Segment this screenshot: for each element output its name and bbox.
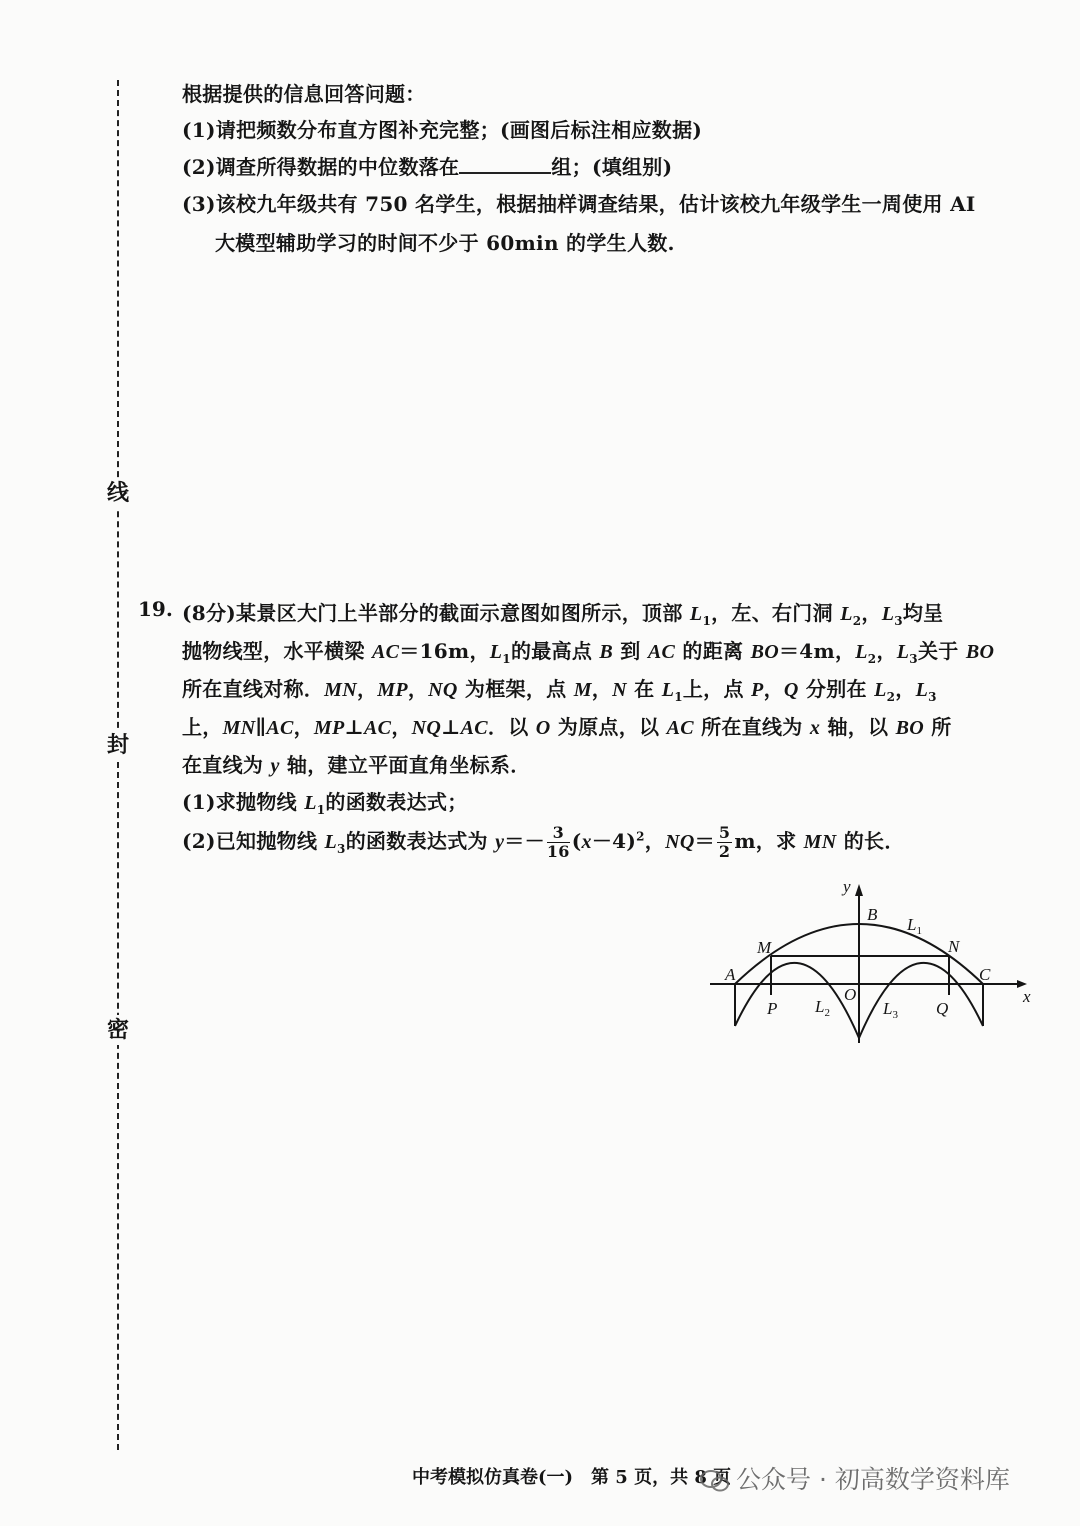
q19-sub2: (2)已知抛物线 $L_3$的函数表达式为 y＝－ $\frac{3}{16}$ $(x-4)^2$，NQ＝ $\frac{5}{2}$ m，求 MN 的长．: [182, 823, 905, 861]
label-L2: $L_2$: [815, 997, 830, 1019]
q19-sub1: (1)求抛物线 $L_1$的函数表达式；: [182, 790, 468, 817]
fraction-5-2: $\frac{5}{2}$: [718, 823, 731, 861]
label-A: A: [725, 965, 736, 984]
q18-intro: 根据提供的信息回答问题：: [182, 82, 426, 106]
q18-part2-before: (2)调查所得数据的中位数落在: [182, 155, 460, 179]
label-y: y: [843, 878, 851, 896]
answer-blank: [459, 154, 551, 174]
label-L1: $L_1$: [907, 915, 922, 937]
q19-stem-line3: 所在直线对称．MN，MP，NQ 为框架，点 M，N 在 $L_1$上，点 P，Q 分别在 $L_2$，$L_3$: [182, 677, 937, 704]
binding-word-seal: 封: [104, 730, 132, 760]
y-axis-arrow: [855, 884, 863, 896]
q19-score: (8分): [182, 601, 237, 625]
label-B: B: [867, 905, 878, 924]
binding-word-line: 线: [104, 478, 132, 508]
label-N: N: [948, 937, 960, 956]
q19-stem-line5: 在直线为 y 轴，建立平面直角坐标系．: [182, 753, 531, 777]
q18-part2: [182, 151, 672, 180]
q19-stem-line1: (8分)某景区大门上半部分的截面示意图如图所示，顶部 $L_1$，左、右门洞 $L_2$，$L_3$均呈: [182, 601, 944, 628]
q19-number: 19.: [138, 597, 173, 621]
gate-parabola-figure: [705, 878, 1035, 1053]
fraction-3-16: $\frac{3}{16}$: [546, 823, 570, 861]
label-Q: Q: [936, 999, 949, 1018]
binding-word-sealed: 密: [104, 1015, 132, 1045]
q19-stem-line2: 抛物线型，水平横梁 AC＝16m，$L_1$的最高点 B 到 AC 的距离 BO＝4m，$L_2$，$L_3$关于 BO: [182, 639, 995, 666]
label-C: C: [979, 965, 991, 984]
q18-part2-after: 组；(填组别): [551, 155, 673, 179]
q18-part3-line1: (3)该校九年级共有 750 名学生，根据抽样调查结果，估计该校九年级学生一周使用 AI: [182, 192, 976, 216]
label-x: x: [1023, 987, 1031, 1006]
label-L3: $L_3$: [883, 999, 898, 1021]
label-P: P: [767, 999, 778, 1018]
label-M: M: [757, 938, 772, 957]
page-footer: 中考模拟仿真卷(一) 第 5 页，共 8 页: [412, 1467, 732, 1488]
q18-part1: (1)请把频数分布直方图补充完整；(画图后标注相应数据): [182, 118, 703, 142]
q19-stem-line4: 上，MN∥AC，MP⊥AC，NQ⊥AC．以 O 为原点，以 AC 所在直线为 x 轴，以 BO 所: [182, 715, 952, 739]
wechat-watermark: [700, 1460, 1010, 1496]
parabola-L3: [859, 963, 983, 1038]
parabola-L2: [735, 963, 859, 1038]
wechat-icon: [700, 1470, 730, 1492]
binding-line: [117, 80, 119, 1450]
q18-part3-line2: 大模型辅助学习的时间不少于 60min 的学生人数.: [215, 231, 675, 255]
watermark-text: 公众号 · 初高数学资料库: [736, 1465, 1010, 1494]
label-O: O: [844, 985, 857, 1004]
